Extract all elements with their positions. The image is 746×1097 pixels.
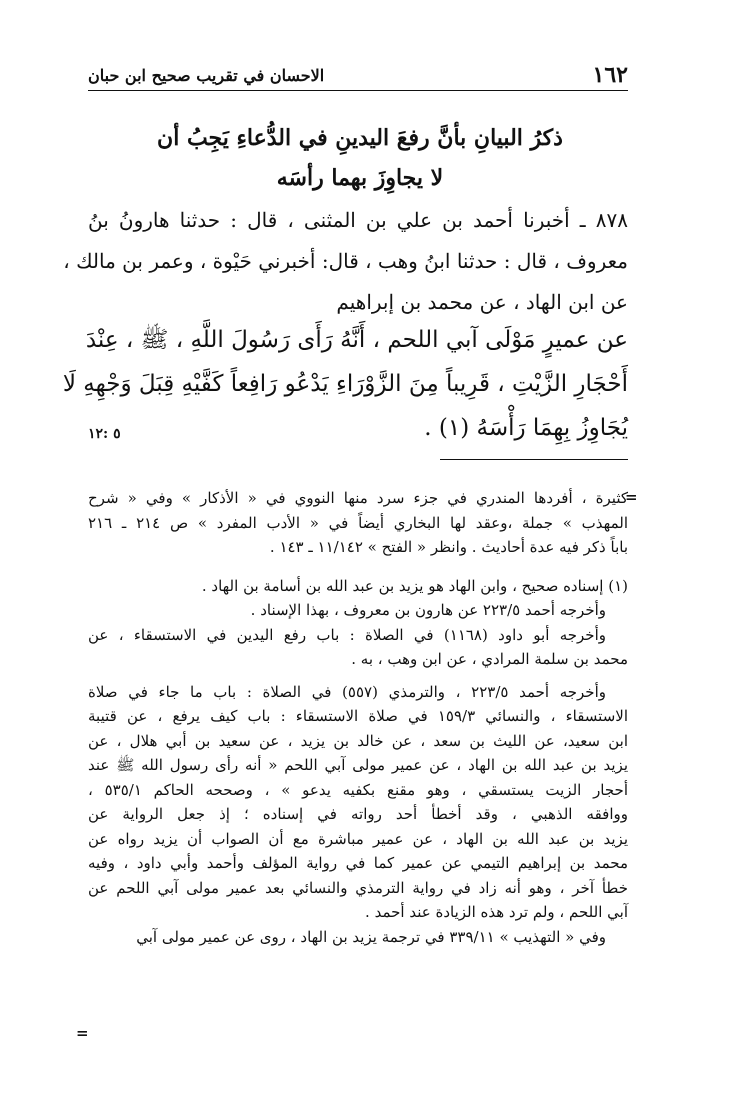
footnote-line: باباً ذكر فيه عدة أحاديث . وانظر « الفتح » ١١/١٤٢ ـ ١٤٣ . xyxy=(269,538,628,556)
book-title: الاحسان في تقريب صحيح ابن حبان xyxy=(88,65,325,85)
isnad-line: عن ابن الهاد ، عن محمد بن إبراهيم xyxy=(336,290,628,314)
isnad-paragraph xyxy=(63,200,628,323)
footnote-1 xyxy=(88,574,628,950)
footnote-continued xyxy=(88,486,628,560)
running-header xyxy=(88,62,628,88)
continuation-mark: = xyxy=(625,488,638,506)
footnote-line: آبي اللحم ، ولم ترد هذه الزيادة عند أحمد . xyxy=(365,903,628,921)
footnote-line: وفي « التهذيب » ٣٣٩/١١ في ترجمة يزيد بن الهاد ، روى عن عمير مولى آبي xyxy=(136,927,606,946)
footnote-line: محمد بن سلمة المرادي ، عن ابن وهب ، به . xyxy=(351,650,628,668)
footnote-line: يزيد بن عبد الله بن الهاد ، عن عمير مولى آبي اللحم « أنه رأى رسول الله ﷺ عند xyxy=(88,756,628,774)
footnote-line: (١) إسناده صحيح ، وابن الهاد هو يزيد بن عبد الله بن أسامة بن الهاد . xyxy=(201,576,628,595)
footnote-line: ووافقه الذهبي ، وقد أخطأ أحد رواته في إسناده ؛ إذ جعل الرواية عن xyxy=(88,805,628,823)
isnad-line: ٨٧٨ ـ أخبرنا أحمد بن علي بن المثنى ، قال : حدثنا هارونُ بنُ xyxy=(88,208,628,232)
footnote-line: وأخرجه أحمد ٢٢٣/٥ ، والترمذي (٥٥٧) في الصلاة : باب ما جاء في صلاة xyxy=(88,682,606,701)
footnote-line: المهذب » جملة ،وعقد لها البخاري أيضاً في « الأدب المفرد » ص ٢١٤ ـ ٢١٦ xyxy=(88,513,628,532)
footnote-line: يزيد بن عبد الله بن الهاد ، عن عمير مباشرة مع أن الصواب أن يزيد رواه عن xyxy=(88,829,628,848)
cross-reference: ٥ :١٢ xyxy=(88,426,121,442)
footnote-line: كثيرة ، أفردها المندري في جزء سرد منها النووي في « الأذكار » وفي « شرح xyxy=(88,489,628,507)
footnotes xyxy=(88,486,628,957)
footnote-line: وأخرجه أحمد ٢٢٣/٥ عن هارون بن معروف ، بهذا الإسناد . xyxy=(250,601,606,619)
footnote-line: أحجار الزيت يستسقي ، وهو مقنع بكفيه يدعو » ، وصححه الحاكم ٥٣٥/١ ، xyxy=(88,780,629,799)
matn-line: عن عميرٍ مَوْلَى آبي اللحم ، أَنَّهُ رَأَى رَسُولَ اللَّهِ ، ﷺ ، عِنْدَ xyxy=(85,327,628,353)
chapter-heading-line: لا يجاوِزَ بهما رأسَه xyxy=(276,165,444,191)
matn-line: يُجَاوِزُ بِهِمَا رَأْسَهُ (١) . xyxy=(424,415,628,441)
continuation-mark-bottom: = xyxy=(76,1024,89,1042)
chapter-heading xyxy=(100,118,620,198)
header-rule xyxy=(88,90,628,91)
footnote-line: ابن سعيد، عن الليث بن سعد ، عن خالد بن يزيد ، عن سعيد بن أبي هلال ، عن xyxy=(88,731,628,750)
footnote-line: محمد بن إبراهيم التيمي عن عمير كما في رواية المؤلف وأحمد وأبي داود ، وفيه xyxy=(88,854,628,872)
matn-line: أَحْجَارِ الزَّيْتِ ، قَرِيباً مِنَ الزَّوْرَاءِ يَدْعُو رَافِعاً كَفَّيْهِ قِبَلَ وَجْهِهِ لَا xyxy=(62,371,628,397)
footnote-line: وأخرجه أبو داود (١١٦٨) في الصلاة : باب رفع اليدين في الاستسقاء ، عن xyxy=(88,625,606,644)
matn-paragraph xyxy=(62,318,628,450)
chapter-heading-line: ذكرُ البيانِ بأنَّ رفعَ اليدينِ في الدُّعاءِ يَجِبُ أن xyxy=(157,125,563,151)
footnote-separator xyxy=(440,459,628,460)
page-number: ١٦٢ xyxy=(592,62,628,88)
isnad-line: معروف ، قال : حدثنا ابنُ وهب ، قال: أخبرني حَيْوة ، وعمر بن مالك ، xyxy=(63,249,628,273)
footnote-line: الاستسقاء ، والنسائي ١٥٩/٣ في صلاة الاستسقاء : باب كيف يرفع ، عن قتيبة xyxy=(88,707,628,725)
footnote-line: خطأ آخر ، وهو أنه زاد في رواية الترمذي والنسائي بعد عمير مولى آبي اللحم عن xyxy=(88,878,628,897)
